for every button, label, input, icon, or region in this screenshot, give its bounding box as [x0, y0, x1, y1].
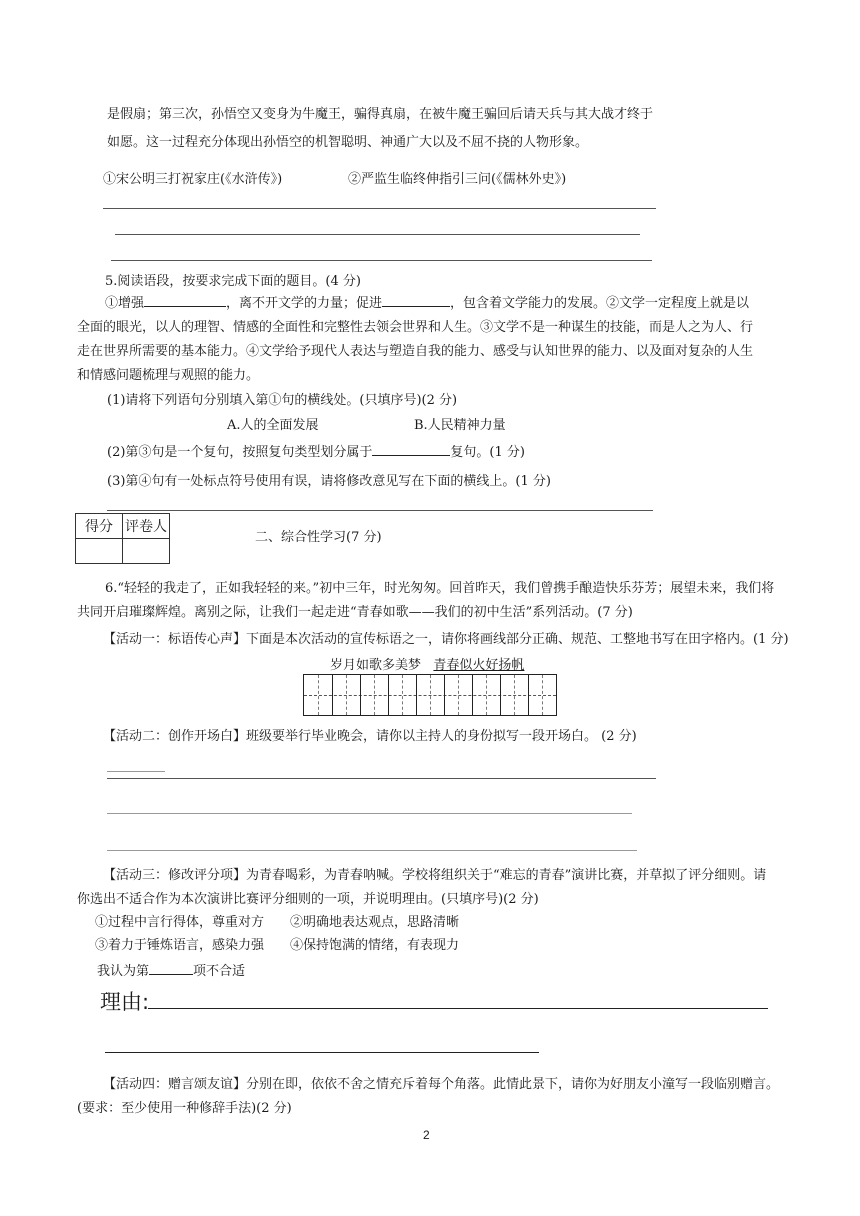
grid-cell-divider [500, 675, 501, 715]
q5-sub2-blank[interactable] [372, 443, 450, 456]
page-number: 2 [423, 1128, 430, 1142]
q5-para-line4: 和情感问题梳理与观照的能力。 [77, 368, 260, 383]
q5-sub2-end: 复句。(1 分) [450, 445, 525, 460]
answer-choice-end: 项不合适 [193, 964, 246, 979]
slogan-part-1: 岁月如歌多美梦 [330, 658, 422, 673]
answer-choice-blank[interactable] [149, 962, 193, 975]
q5-sentence1-start: ①增强 [105, 296, 145, 311]
score-header: 得分 [76, 514, 123, 539]
score-table [75, 513, 170, 564]
q4-answer-line-1[interactable] [103, 208, 656, 209]
q4-answer-line-3[interactable] [111, 260, 652, 261]
criteria-item-1: ①过程中言行得体，尊重对方 [95, 915, 265, 930]
q5-option-b: B.人民精神力量 [414, 418, 506, 433]
grid-cell-divider [332, 675, 333, 715]
q5-sub3: (3)第④句有一处标点符号使用有误，请将修改意见写在下面的横线上。(1 分) [107, 474, 551, 489]
section-2-title: 二、综合性学习(7 分) [255, 530, 382, 545]
grid-guide [402, 675, 403, 715]
grid-cell-divider [416, 675, 417, 715]
criteria-item-2: ②明确地表达观点，思路清晰 [290, 915, 460, 930]
q5-blank-1[interactable] [144, 294, 226, 307]
q5-sentence1-end: ，包含着文学能力的发展。②文学一定程度上就是以 [450, 296, 750, 311]
answer-choice [97, 960, 245, 979]
grid-guide [374, 675, 375, 715]
grid-guide [514, 675, 515, 715]
grader-header: 评卷人 [123, 514, 170, 539]
slogan-underlined: 青春似火好扬帆 [433, 658, 525, 673]
q5-para-line2: 全面的眼光，以人的理智、情感的全面性和完整性去领会世界和人生。③文学不是一种谋生的技能，而是人之为人、行 [77, 320, 754, 335]
activity-2-answer-line-3[interactable] [107, 850, 637, 851]
activity-4-prompt-line2: (要求：至少使用一种修辞手法)(2 分) [77, 1101, 292, 1116]
score-cell[interactable] [76, 539, 123, 564]
q4-option-1: ①宋公明三打祝家庄(《水浒传》) [103, 172, 283, 187]
activity-3-prompt-line1: 【活动三：修改评分项】为青春喝彩，为青春呐喊。学校将组织关于“难忘的青春”演讲比赛，并草拟了评分细则。请 [103, 868, 767, 883]
grid-guide [318, 675, 319, 715]
grid-cell-divider [444, 675, 445, 715]
q4-answer-line-2[interactable] [115, 234, 640, 235]
answer-choice-start: 我认为第 [97, 964, 150, 979]
grid-cell-divider [528, 675, 529, 715]
grid-guide [486, 675, 487, 715]
grid-guide [542, 675, 543, 715]
grid-cell-divider [388, 675, 389, 715]
q5-sub2-start: (2)第③句是一个复句，按照复句类型划分属于 [107, 445, 373, 460]
q5-para-line3: 走在世界所需要的基本能力。④文学给予现代人表达与塑造自我的能力、感受与认知世界的能力、以及面对复杂的人生 [77, 344, 754, 359]
activity-4-prompt-line1: 【活动四：赠言颂友谊】分别在即，依依不舍之情充斥着每个角落。此情此景下，请你为好朋友小潼写一段临别赠言。 [103, 1077, 780, 1092]
grid-guide [346, 675, 347, 715]
grader-cell[interactable] [123, 539, 170, 564]
criteria-item-3: ③着力于锤炼语言，感染力强 [95, 938, 265, 953]
reason-answer-line-1[interactable] [148, 1008, 768, 1009]
activity-2-answer-line-2[interactable] [107, 813, 632, 814]
grid-cell-divider [472, 675, 473, 715]
activity-2-prompt: 【活动二：创作开场白】班级要举行毕业晚会，请你以主持人的身份拟写一段开场白。 (2 分) [103, 729, 637, 744]
tianzige-grid[interactable] [303, 674, 557, 716]
q4-text-line1: 是假扇；第三次，孙悟空又变身为牛魔王，骗得真扇，在被牛魔王骗回后请天兵与其大战才终于 [107, 107, 654, 122]
q5-sub2 [107, 441, 525, 460]
q5-sub1: (1)请将下列语句分别填入第①句的横线处。(只填序号)(2 分) [107, 393, 458, 408]
criteria-item-4: ④保持饱满的情绪，有表现力 [290, 938, 460, 953]
grid-guide [430, 675, 431, 715]
q5-option-a: A.人的全面发展 [227, 418, 319, 433]
reason-label: 理由: [100, 990, 150, 1014]
q4-option-2: ②严监生临终伸指引三问(《儒林外史》) [348, 172, 567, 187]
activity-2-short-mark [107, 771, 165, 772]
grid-cell-divider [360, 675, 361, 715]
grid-guide [458, 675, 459, 715]
q5-sentence1-mid: ，离不开文学的力量；促进 [226, 296, 383, 311]
q6-intro-line2: 共同开启璀璨辉煌。离别之际，让我们一起走进“青春如歌——我们的初中生活”系列活动。(7 分) [77, 605, 633, 620]
q5-answer-line[interactable] [107, 510, 653, 511]
q4-text-line2: 如愿。这一过程充分体现出孙悟空的机智聪明、神通广大以及不屈不挠的人物形象。 [107, 135, 589, 150]
slogan [330, 654, 524, 673]
q5-title: 5.阅读语段，按要求完成下面的题目。(4 分) [105, 274, 361, 289]
q5-blank-2[interactable] [382, 294, 450, 307]
activity-3-prompt-line2: 你选出不适合作为本次演讲比赛评分细则的一项，并说明理由。(只填序号)(2 分) [77, 892, 539, 907]
activity-1-prompt: 【活动一：标语传心声】下面是本次活动的宣传标语之一，请你将画线部分正确、规范、工整地书写在田字格内。(1 分) [103, 632, 789, 647]
q5-para-line1 [105, 292, 749, 311]
q6-intro-line1: 6.“轻轻的我走了，正如我轻轻的来。”初中三年，时光匆匆。回首昨天，我们曾携手酿造快乐芬芳；展望未来，我们将 [105, 581, 775, 596]
reason-answer-line-2[interactable] [105, 1052, 539, 1053]
activity-2-answer-line-1[interactable] [107, 778, 656, 779]
